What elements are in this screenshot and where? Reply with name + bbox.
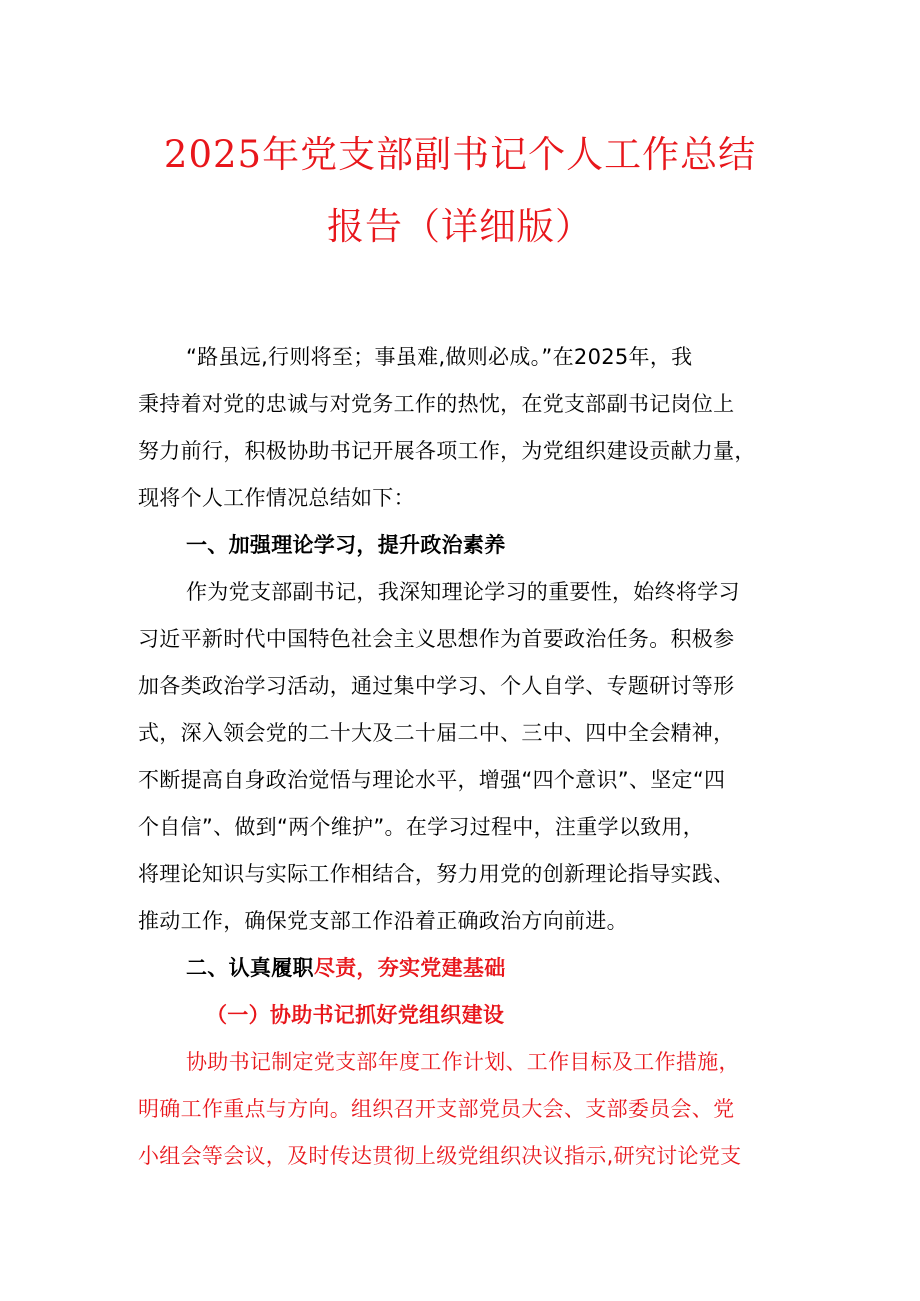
section1-line: 习近平新时代中国特色社会主义思想作为首要政治任务。积极参 [138, 627, 735, 651]
subsection1-line: 小组会等会议，及时传达贯彻上级党组织决议指示,研究讨论党支 [138, 1144, 742, 1168]
intro-line: 秉持着对党的忠诚与对党务工作的热忱，在党支部副书记岗位上 [138, 392, 735, 416]
section1-line: 将理论知识与实际工作相结合，努力用党的创新理论指导实践、 [138, 862, 735, 886]
section1-heading: 一、加强理论学习，提升政治素养 [186, 533, 506, 557]
section1-line: 推动工作，确保党支部工作沿着正确政治方向前进。 [138, 909, 628, 933]
subsection1-line: 明确工作重点与方向。组织召开支部党员大会、支部委员会、党 [138, 1097, 735, 1121]
section2-heading [138, 945, 788, 992]
section1-line: 式，深入领会党的二十大及二十届二中、三中、四中全会精神， [138, 721, 735, 745]
subsection1-line: 协助书记制定党支部年度工作计划、工作目标及工作措施， [186, 1050, 740, 1074]
document-title-line1: 2025年党支部副书记个人工作总结 [163, 133, 757, 176]
section2-heading-part1: 二、认真履职 [186, 956, 314, 980]
section1-line: 个自信”、做到“两个维护”。在学习过程中，注重学以致用， [138, 815, 705, 839]
section2-heading-part2: 尽责，夯实党建基础 [313, 956, 506, 980]
subsection1-heading: （一）协助书记抓好党组织建设 [206, 1003, 505, 1027]
document-title-line2: 报告（详细版） [327, 205, 593, 248]
intro-line: 努力前行，积极协助书记开展各项工作，为党组织建设贡献力量， [138, 439, 756, 463]
section1-line: 作为党支部副书记，我深知理论学习的重要性，始终将学习 [186, 580, 740, 604]
intro-line: “路虽远,行则将至；事虽难,做则必成。”在2025年，我 [186, 345, 693, 369]
document-body [138, 334, 788, 1180]
section1-line: 加各类政治学习活动，通过集中学习、个人自学、专题研讨等形 [138, 674, 735, 698]
intro-line: 现将个人工作情况总结如下： [138, 486, 415, 510]
section1-line: 不断提高自身政治觉悟与理论水平，增强“四个意识”、坚定“四 [138, 768, 726, 792]
